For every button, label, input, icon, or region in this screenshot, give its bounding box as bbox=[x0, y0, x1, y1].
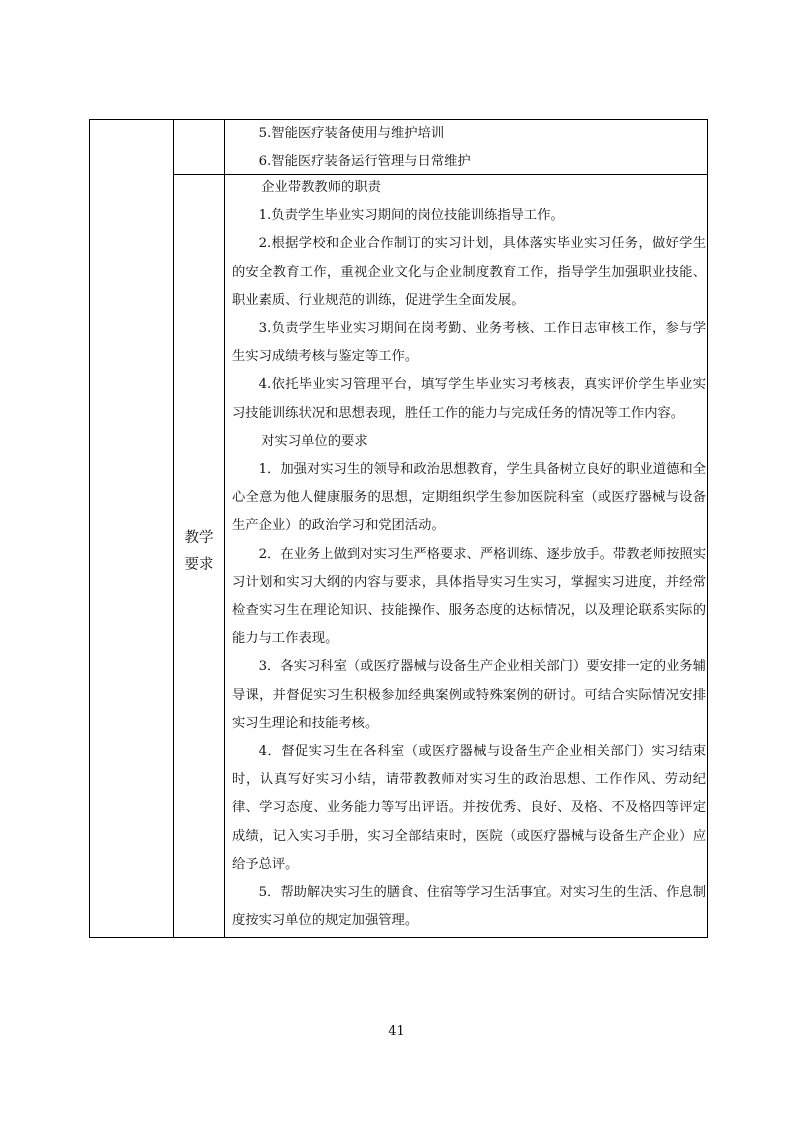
requirements-table bbox=[89, 119, 708, 938]
teacher-duties-heading: 企业带教教师的职责 bbox=[261, 180, 381, 195]
teacher-duty-2: 2.根据学校和企业合作制订的实习计划，具体落实毕业实习任务，做好学生的安全教育工作，重视企业文化与企业制度教育工作，指导学生加强职业技能、职业素质、行业规范的训练，促进学生全面发展。 bbox=[232, 236, 706, 308]
training-item-5: 5.智能医疗装备使用与维护培训 bbox=[258, 126, 445, 141]
page-number: 41 bbox=[388, 1024, 405, 1039]
unit-requirement-5: 5．帮助解决实习生的膳食、住宿等学习生活事宜。对实习生的生活、作息制度按实习单位的规定加强管理。 bbox=[232, 885, 706, 929]
training-content-cell bbox=[232, 120, 706, 176]
row-label-teaching-requirements bbox=[174, 525, 224, 579]
teacher-duty-3: 3.负责学生毕业实习期间在岗考勤、业务考核、工作日志审核工作，参与学生实习成绩考核与鉴定等工作。 bbox=[232, 321, 706, 365]
teacher-duty-1: 1.负责学生毕业实习期间的岗位技能训练指导工作。 bbox=[258, 208, 564, 224]
unit-requirement-1: 1．加强对实习生的领导和政治思想教育，学生具备树立良好的职业道德和全心全意为他人健康服务的思想，定期组织学生参加医院科室（或医疗器械与设备生产企业）的政治学习和党团活动。 bbox=[232, 462, 706, 534]
training-item-6: 6.智能医疗装备运行管理与日常维护 bbox=[258, 154, 471, 170]
teacher-duty-4: 4.依托毕业实习管理平台，填写学生毕业实习考核表，真实评价学生毕业实习技能训练状况和思想表现，胜任工作的能力与完成任务的情况等工作内容。 bbox=[232, 377, 706, 421]
unit-requirement-2: 2．在业务上做到对实习生严格要求、严格训练、逐步放手。带教老师按照实习计划和实习大纲的内容与要求，具体指导实习生实习，掌握实习进度，并经常检查实习生在理论知识、技能操作、服务态度的达标情况，以及理论联系实际的能力与工作表现。 bbox=[232, 546, 706, 647]
column-divider-2 bbox=[224, 120, 225, 937]
teaching-requirements-cell bbox=[232, 174, 706, 935]
unit-requirement-3: 3．各实习科室（或医疗器械与设备生产企业相关部门）要安排一定的业务辅导课，并督促实习生积极参加经典案例或特殊案例的研讨。可结合实际情况安排实习生理论和技能考核。 bbox=[232, 659, 706, 731]
unit-requirement-4: 4．督促实习生在各科室（或医疗器械与设备生产企业相关部门）实习结束时，认真写好实习小结，请带教教师对实习生的政治思想、工作作风、劳动纪律、学习态度、业务能力等写出评语。并按优秀、良好、及格、不及格四等评定成绩，记入实习手册，实习全部结束时，医院（或医疗器械与设备生产企业）应给予总评。 bbox=[232, 744, 706, 872]
row-label-line-2: 要求 bbox=[184, 557, 214, 573]
unit-requirements-heading: 对实习单位的要求 bbox=[261, 433, 368, 449]
row-label-line-1: 教学 bbox=[184, 530, 214, 546]
